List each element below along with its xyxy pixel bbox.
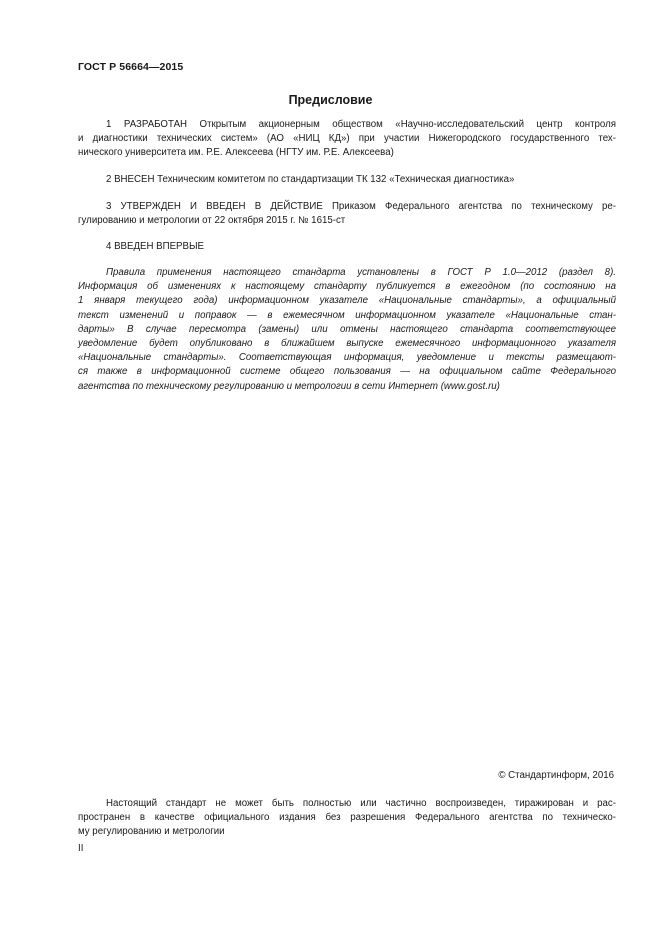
preface-item-developed bbox=[78, 118, 616, 161]
text-line: дарты» В случае пересмотра (замены) или отмены настоящего стандарта соответствующее bbox=[78, 323, 616, 335]
text-line: 2 ВНЕСЕН Техническим комитетом по стандартизации ТК 132 «Техническая диагностика» bbox=[106, 174, 515, 185]
text-line: 1 РАЗРАБОТАН Открытым акционерным обществом «Научно-исследовательский центр контроля bbox=[106, 119, 616, 130]
text-line: и диагностики технических систем» (АО «НИЦ КД») при участии Нижегородского государственного тех- bbox=[78, 133, 616, 145]
reproduction-notice bbox=[78, 797, 616, 840]
text-line: ся также в информационной системе общего пользования — на официальном сайте Федерального bbox=[78, 366, 616, 378]
text-line: гулированию и метрологии от 22 октября 2015 г. № 1615-ст bbox=[78, 215, 346, 227]
copyright: © Стандартинформ, 2016 bbox=[498, 770, 614, 781]
page-title: Предисловие bbox=[288, 93, 373, 107]
text-line: Правила применения настоящего стандарта установлены в ГОСТ Р 1.0—2012 (раздел 8). bbox=[106, 267, 616, 278]
text-line: 3 УТВЕРЖДЕН И ВВЕДЕН В ДЕЙСТВИЕ Приказом Федерального агентства по техническому ре- bbox=[106, 201, 616, 212]
text-line: уведомление будет опубликовано в ближайшем выпуске ежемесячного информационного указателя bbox=[78, 338, 616, 350]
text-line: Настоящий стандарт не может быть полностью или частично воспроизведен, тиражирован и рас- bbox=[106, 798, 616, 809]
text-line: агентства по техническому регулированию и метрологии в сети Интернет (www.gost.ru) bbox=[78, 380, 500, 392]
preface-item-first-introduced bbox=[78, 240, 616, 254]
text-line: 1 января текущего года) информационном указателе «Национальные стандарты», а официальный bbox=[78, 295, 616, 307]
text-line: нического университета им. Р.Е. Алексеева (НГТУ им. Р.Е. Алексеева) bbox=[78, 147, 394, 159]
text-line: 4 ВВЕДЕН ВПЕРВЫЕ bbox=[106, 241, 205, 252]
text-line: пространен в качестве официального издания без разрешения Федерального агентства по техническо- bbox=[78, 812, 616, 824]
text-line: «Национальные стандарты». Соответствующая информация, уведомление и тексты размещают- bbox=[78, 352, 616, 364]
preface-item-introduced bbox=[78, 173, 616, 187]
text-line: Информация об изменениях к настоящему стандарту публикуется в ежегодном (по состоянию на bbox=[78, 281, 616, 293]
preface-item-approved bbox=[78, 200, 616, 228]
page-number: II bbox=[78, 843, 84, 854]
text-line: му регулированию и метрологии bbox=[78, 826, 225, 838]
document-code: ГОСТ Р 56664—2015 bbox=[78, 61, 184, 73]
application-rules-notice bbox=[78, 266, 616, 394]
text-line: текст изменений и поправок — в ежемесячном информационном указателе «Национальные стан- bbox=[78, 309, 616, 321]
